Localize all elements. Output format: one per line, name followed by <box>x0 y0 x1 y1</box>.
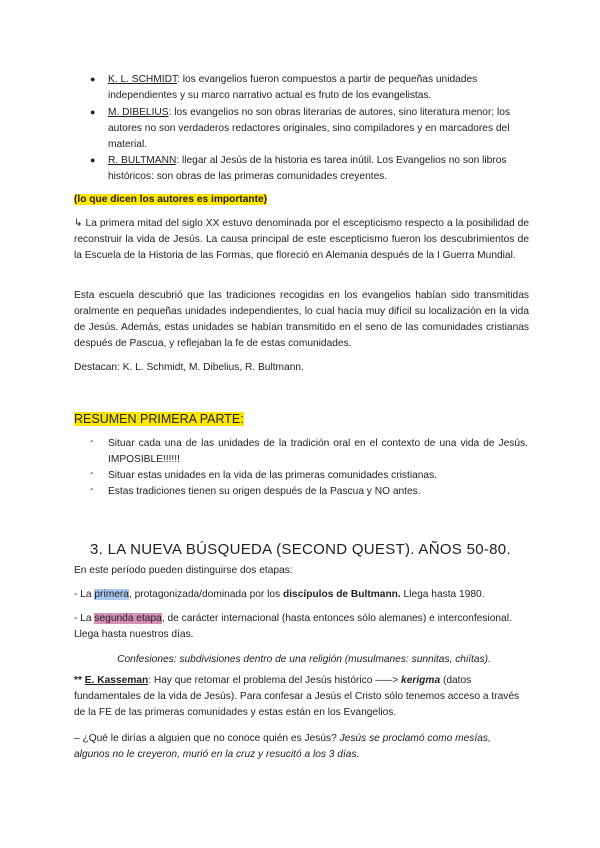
paragraph-3: Destacan: K. L. Schmidt, M. Dibelius, R. Bultmann. <box>74 362 304 373</box>
paragraph-1: ↳ La primera mitad del siglo XX estuvo denominada por el escepticismo respecto a la posibilidad de reconstruir la vida de Jesús. La causa principal de este escepticismo fueron los descubrimientos de la Escuela de la Historia de las Formas, que floreció en Alemania después de la I Guerra Mundial. <box>74 218 529 261</box>
kerigma-term: kerigma <box>401 675 441 686</box>
stage-text: Llega hasta 1980. <box>400 589 485 600</box>
dash-marker: - <box>90 468 94 479</box>
stage-1-highlight: primera <box>94 589 129 600</box>
author-name: K. L. SCHMIDT <box>108 74 178 85</box>
bullet-dot: ● <box>90 155 96 165</box>
bullet-schmidt <box>108 72 518 104</box>
stage-text: , de carácter internacional (hasta entonces sólo alemanes) e interconfesional. Llega hasta nuestros días. <box>74 613 512 640</box>
dash-marker: - <box>90 484 94 495</box>
question-paragraph <box>74 731 529 763</box>
bullet-bultmann <box>108 153 518 185</box>
summary-item: Situar cada una de las unidades de la tradición oral en el contexto de una vida de Jesús. IMPOSIBLE!!!!!! <box>108 438 528 465</box>
stage-2 <box>74 611 529 643</box>
paragraph-2: Esta escuela descubrió que las tradiciones recogidas en los evangelios habían sido transmitidas oralmente en pequeñas unidades independientes, lo cual hacía muy difícil su localización en la vida de Jesús. Además, estas unidades se habían transmitido en el seno de las comunidades cristianas después de Pascua, y reflejaban la fe de estas comunidades. <box>74 290 529 349</box>
section-title: 3. LA NUEVA BÚSQUEDA (SECOND QUEST). AÑOS 50-80. <box>90 541 511 558</box>
author-name: M. DIBELIUS <box>108 107 169 118</box>
dash-marker: - <box>90 436 94 447</box>
note-line <box>74 192 529 208</box>
kasseman-text: : Hay que retomar el problema del Jesús histórico –––> <box>148 675 402 686</box>
stage-text: , protagonizada/dominada por los <box>128 589 283 600</box>
bullet-dot: ● <box>90 74 96 84</box>
stars: ** <box>74 675 85 686</box>
summary-heading-line <box>74 410 529 428</box>
stage-text: - La <box>74 613 95 624</box>
summary-item: Situar estas unidades en la vida de las primeras comunidades cristianas. <box>108 470 438 481</box>
stage-1 <box>74 587 529 603</box>
confesiones-note: Confesiones: subdivisiones dentro de una religión (musulmanes: sunnitas, chiítas). <box>117 654 491 665</box>
bullet-dot: ● <box>90 107 96 117</box>
kasseman-text: (datos fundamentales de la vida de Jesús). Para confesar a Jesús el Cristo sólo tenemos acceso a través de la FE de las primeras comunidades y estas están en los Evangelios. <box>74 675 520 718</box>
stage-1-bold: discípulos de Bultmann. <box>282 589 401 600</box>
note-highlight: (lo que dicen los autores es importante) <box>74 194 268 205</box>
summary-item: Estas tradiciones tienen su origen después de la Pascua y NO antes. <box>108 486 421 497</box>
question-text: – ¿Qué le dirías a alguien que no conoce quién es Jesús? <box>74 733 340 744</box>
bullet-body: : llegar al Jesús de la historia es tarea inútil. Los Evangelios no son libros históricos: son obras de las primeras comunidades creyentes. <box>108 155 507 182</box>
summary-title: RESUMEN PRIMERA PARTE: <box>74 412 244 426</box>
section-intro: En este período pueden distinguirse dos etapas: <box>74 565 293 576</box>
stage-text: - La <box>74 589 95 600</box>
answer-text: Jesús se proclamó como mesías, algunos no le creyeron, murió en la cruz y resucitó a los 3 días. <box>74 733 491 760</box>
bullet-dibelius <box>108 105 518 153</box>
kasseman-paragraph <box>74 673 529 721</box>
bullet-body: : los evangelios no son obras literarias de autores, sino literatura menor; los autores no son verdaderos redactores originales, sino compiladores y en marcadores del material. <box>108 107 511 150</box>
stage-2-highlight: segunda etapa <box>94 613 162 624</box>
bullet-body: : los evangelios fueron compuestos a partir de pequeñas unidades independientes y su marco narrativo actual es fruto de los evangelistas. <box>108 74 478 101</box>
kasseman-name: E. Kasseman <box>84 675 149 686</box>
author-name: R. BULTMANN <box>108 155 177 166</box>
